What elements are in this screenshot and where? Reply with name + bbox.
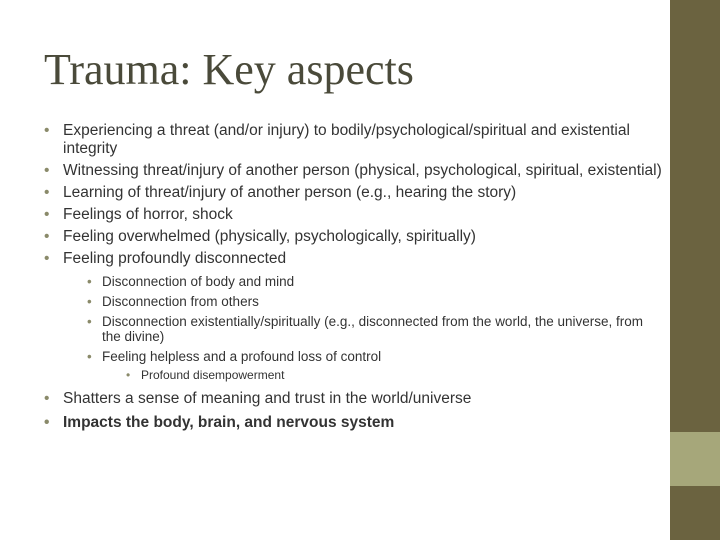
bullet-item: • Experiencing a threat (and/or injury) to bodily/psychological/spiritual and existential integrity bbox=[44, 122, 664, 158]
bullet-item: • Learning of threat/injury of another person (e.g., hearing the story) bbox=[44, 184, 664, 202]
sub-bullet-item-text: Feeling helpless and a profound loss of control bbox=[102, 349, 382, 364]
sub-sub-bullet-item: • Profound disempowerment bbox=[126, 368, 664, 382]
bullet-item: • Feeling overwhelmed (physically, psychologically, spiritually) bbox=[44, 228, 664, 246]
bullet-item: • Feelings of horror, shock bbox=[44, 206, 664, 224]
sub-bullet-item bbox=[87, 349, 664, 382]
closing-bullet-list bbox=[44, 390, 664, 432]
slide-title: Trauma: Key aspects bbox=[44, 45, 414, 94]
sub-bullet-list bbox=[87, 274, 664, 382]
sub-bullet-item: • Disconnection existentially/spiritually (e.g., disconnected from the world, the universe, from the divine) bbox=[87, 314, 664, 344]
sub-bullet-item: • Disconnection of body and mind bbox=[87, 274, 664, 289]
bullet-item-bold: • Impacts the body, brain, and nervous system bbox=[44, 414, 664, 432]
sidebar-accent-block bbox=[670, 432, 720, 486]
bullet-list bbox=[44, 122, 664, 382]
sub-sub-bullet-list bbox=[126, 368, 664, 382]
bullet-item bbox=[44, 250, 664, 382]
sub-bullet-item: • Disconnection from others bbox=[87, 294, 664, 309]
bullet-item: • Witnessing threat/injury of another person (physical, psychological, spiritual, existential) bbox=[44, 162, 664, 180]
slide-content bbox=[44, 122, 664, 438]
bullet-item-text: Feeling profoundly disconnected bbox=[63, 250, 287, 267]
bullet-item: • Shatters a sense of meaning and trust in the world/universe bbox=[44, 390, 664, 408]
